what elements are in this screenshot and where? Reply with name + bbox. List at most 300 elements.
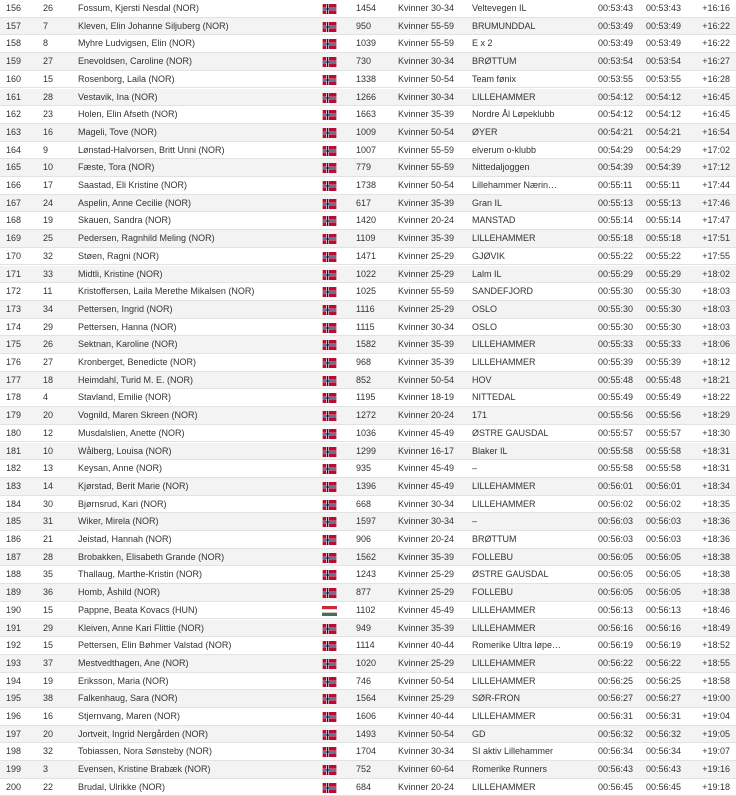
class-position-cell: 30: [43, 498, 54, 509]
category-cell: Kvinner 55-59: [398, 286, 455, 297]
club-cell: FOLLEBU: [472, 551, 514, 562]
table-row[interactable]: [0, 212, 736, 230]
category-cell: Kvinner 40-44: [398, 711, 455, 721]
table-row[interactable]: [0, 71, 736, 89]
table-row[interactable]: [0, 142, 736, 160]
table-row[interactable]: [0, 106, 736, 124]
category-cell: Kvinner 50-54: [398, 180, 455, 190]
athlete-name-link[interactable]: Musdalslien, Anette (NOR): [78, 427, 185, 438]
norway-flag-icon: [322, 588, 337, 598]
net-time-cell: 00:53:54: [646, 56, 682, 67]
athlete-name-link[interactable]: Wiker, Mirela (NOR): [78, 516, 159, 527]
category-cell: Kvinner 16-17: [398, 445, 455, 456]
athlete-name-link[interactable]: Brudal, Ulrikke (NOR): [78, 781, 166, 792]
athlete-name-link[interactable]: Støen, Ragni (NOR): [78, 250, 160, 261]
time-behind-cell: +16:28: [702, 73, 730, 84]
table-row[interactable]: [0, 35, 736, 53]
net-time-cell: 00:55:33: [646, 339, 682, 350]
category-cell: Kvinner 35-39: [398, 622, 455, 633]
table-row[interactable]: [0, 726, 736, 744]
class-position-cell: 27: [43, 357, 54, 367]
club-cell: FOLLEBU: [472, 587, 514, 598]
class-position-cell: 38: [43, 693, 54, 704]
category-cell: Kvinner 40-44: [398, 640, 455, 651]
table-row[interactable]: [0, 478, 736, 496]
net-time-cell: 00:56:16: [646, 622, 682, 633]
athlete-name-link[interactable]: Bjørnsrud, Kari (NOR): [78, 498, 167, 509]
table-row[interactable]: [0, 779, 736, 796]
club-cell: LILLEHAMMER: [472, 657, 536, 668]
class-position-cell: 11: [43, 286, 53, 297]
bib-number-cell: 617: [356, 197, 372, 208]
norway-flag-icon: [322, 39, 337, 49]
norway-flag-icon: [322, 270, 337, 280]
table-row[interactable]: [0, 584, 736, 602]
gun-time-cell: 00:55:30: [598, 321, 634, 332]
club-cell: Blaker IL: [472, 445, 508, 456]
net-time-cell: 00:56:31: [646, 711, 682, 721]
athlete-name-link[interactable]: Heimdahl, Turid M. E. (NOR): [78, 374, 194, 385]
table-row[interactable]: [0, 336, 736, 354]
time-behind-cell: +18:34: [702, 480, 730, 491]
bib-number-cell: 1597: [356, 516, 377, 527]
athlete-name-link[interactable]: Lønstad-Halvorsen, Britt Unni (NOR): [78, 144, 225, 155]
gun-time-cell: 00:53:54: [598, 56, 634, 67]
athlete-name-link[interactable]: Stjernvang, Maren (NOR): [78, 711, 181, 721]
gun-time-cell: 00:56:43: [598, 764, 634, 775]
norway-flag-icon: [322, 570, 337, 580]
net-time-cell: 00:55:30: [646, 303, 682, 314]
norway-flag-icon: [322, 199, 337, 209]
table-row[interactable]: [0, 266, 736, 284]
category-cell: Kvinner 25-29: [398, 303, 455, 314]
table-row[interactable]: [0, 301, 736, 319]
club-cell: Nordre Ål Løpeklubb: [472, 109, 555, 120]
class-position-cell: 28: [43, 551, 54, 562]
table-row[interactable]: [0, 389, 736, 407]
category-cell: Kvinner 50-54: [398, 374, 455, 385]
club-cell: LILLEHAMMER: [472, 91, 536, 102]
table-row[interactable]: [0, 531, 736, 549]
table-row[interactable]: [0, 637, 736, 655]
table-row[interactable]: [0, 708, 736, 726]
norway-flag-icon: [322, 535, 337, 545]
athlete-name-link[interactable]: Aspelin, Anne Cecilie (NOR): [78, 197, 192, 208]
position-cell: 193: [6, 657, 22, 668]
category-cell: Kvinner 45-49: [398, 463, 455, 474]
club-cell: SI aktiv Lillehammer: [472, 746, 554, 757]
table-row[interactable]: [0, 743, 736, 761]
athlete-name-link[interactable]: Wålberg, Louisa (NOR): [78, 445, 172, 456]
table-row[interactable]: [0, 53, 736, 71]
athlete-name-link[interactable]: Saastad, Eli Kristine (NOR): [78, 180, 188, 190]
club-cell: BRØTTUM: [472, 56, 517, 67]
position-cell: 174: [6, 321, 22, 332]
net-time-cell: 00:56:32: [646, 728, 682, 739]
norway-flag-icon: [322, 216, 337, 226]
category-cell: Kvinner 35-39: [398, 109, 455, 120]
norway-flag-icon: [322, 358, 337, 368]
club-cell: LILLEHAMMER: [472, 357, 536, 367]
net-time-cell: 00:55:58: [646, 463, 682, 474]
norway-flag-icon: [322, 163, 337, 173]
category-cell: Kvinner 35-39: [398, 551, 455, 562]
class-position-cell: 4: [43, 392, 49, 403]
table-row[interactable]: [0, 248, 736, 266]
position-cell: 189: [6, 587, 22, 598]
table-row[interactable]: [0, 177, 736, 195]
athlete-name-link[interactable]: Kleiven, Anne Kari Flittie (NOR): [78, 622, 205, 633]
gun-time-cell: 00:56:13: [598, 604, 634, 615]
club-cell: Veltevegen IL: [472, 3, 527, 13]
time-behind-cell: +18:12: [702, 357, 730, 367]
category-cell: Kvinner 25-29: [398, 569, 455, 580]
net-time-cell: 00:54:12: [646, 109, 682, 120]
table-row[interactable]: [0, 620, 736, 638]
club-cell: LILLEHAMMER: [472, 480, 536, 491]
norway-flag-icon: [322, 128, 337, 138]
club-cell: LILLEHAMMER: [472, 233, 536, 244]
gun-time-cell: 00:55:18: [598, 233, 634, 244]
time-behind-cell: +17:44: [702, 180, 730, 190]
athlete-name-link[interactable]: Kjørstad, Berit Marie (NOR): [78, 480, 189, 491]
class-position-cell: 15: [43, 604, 54, 615]
bib-number-cell: 1420: [356, 215, 377, 226]
bib-number-cell: 1663: [356, 109, 377, 120]
gun-time-cell: 00:56:02: [598, 498, 634, 509]
class-position-cell: 8: [43, 38, 49, 49]
table-row[interactable]: [0, 513, 736, 531]
gun-time-cell: 00:56:19: [598, 640, 634, 651]
table-row[interactable]: [0, 0, 736, 18]
category-cell: Kvinner 30-34: [398, 91, 455, 102]
table-row[interactable]: [0, 566, 736, 584]
net-time-cell: 00:55:22: [646, 250, 682, 261]
club-cell: MANSTAD: [472, 215, 516, 226]
athlete-name-link[interactable]: Pettersen, Elin Bøhmer Valstad (NOR): [78, 640, 232, 651]
position-cell: 156: [6, 3, 22, 13]
net-time-cell: 00:56:03: [646, 516, 682, 527]
athlete-name-link[interactable]: Fossum, Kjersti Nesdal (NOR): [78, 3, 200, 13]
net-time-cell: 00:55:39: [646, 357, 682, 367]
time-behind-cell: +18:55: [702, 657, 730, 668]
class-position-cell: 32: [43, 250, 54, 261]
table-row[interactable]: [0, 319, 736, 337]
athlete-name-link[interactable]: Homb, Åshild (NOR): [78, 587, 161, 598]
norway-flag-icon: [322, 93, 337, 103]
table-row[interactable]: [0, 460, 736, 478]
athlete-name-link[interactable]: Kronberget, Benedicte (NOR): [78, 357, 197, 367]
gun-time-cell: 00:55:14: [598, 215, 634, 226]
athlete-name-link[interactable]: Skauen, Sandra (NOR): [78, 215, 172, 226]
norway-flag-icon: [322, 712, 337, 722]
athlete-name-link[interactable]: Evensen, Kristine Brabæk (NOR): [78, 764, 211, 775]
bib-number-cell: 949: [356, 622, 372, 633]
gun-time-cell: 00:56:05: [598, 551, 634, 562]
table-row[interactable]: [0, 230, 736, 248]
class-position-cell: 16: [43, 711, 54, 721]
bib-number-cell: 1471: [356, 250, 377, 261]
class-position-cell: 15: [43, 640, 54, 651]
position-cell: 173: [6, 303, 22, 314]
position-cell: 191: [6, 622, 22, 633]
category-cell: Kvinner 55-59: [398, 162, 455, 173]
category-cell: Kvinner 30-34: [398, 321, 455, 332]
class-position-cell: 19: [43, 675, 54, 686]
athlete-name-link[interactable]: Pettersen, Ingrid (NOR): [78, 303, 173, 314]
gun-time-cell: 00:55:33: [598, 339, 634, 350]
position-cell: 171: [6, 268, 22, 279]
norway-flag-icon: [322, 464, 337, 474]
gun-time-cell: 00:55:30: [598, 303, 634, 314]
club-cell: NITTEDAL: [472, 392, 516, 403]
position-cell: 181: [6, 445, 22, 456]
time-behind-cell: +17:47: [702, 215, 730, 226]
athlete-name-link[interactable]: Pappne, Beata Kovacs (HUN): [78, 604, 198, 615]
table-row[interactable]: [0, 602, 736, 620]
bib-number-cell: 852: [356, 374, 372, 385]
norway-flag-icon: [322, 482, 337, 492]
gun-time-cell: 00:56:32: [598, 728, 634, 739]
bib-number-cell: 1025: [356, 286, 377, 297]
net-time-cell: 00:55:13: [646, 197, 682, 208]
athlete-name-link[interactable]: Mageli, Tove (NOR): [78, 126, 157, 137]
athlete-name-link[interactable]: Fæste, Tora (NOR): [78, 162, 155, 173]
athlete-name-link[interactable]: Rosenborg, Laila (NOR): [78, 73, 175, 84]
athlete-name-link[interactable]: Thallaug, Marthe-Kristin (NOR): [78, 569, 203, 580]
position-cell: 164: [6, 144, 22, 155]
position-cell: 190: [6, 604, 22, 615]
norway-flag-icon: [322, 747, 337, 757]
net-time-cell: 00:56:19: [646, 640, 682, 651]
norway-flag-icon: [322, 252, 337, 262]
norway-flag-icon: [322, 641, 337, 651]
table-row[interactable]: [0, 761, 736, 779]
time-behind-cell: +19:18: [702, 781, 730, 792]
table-row[interactable]: [0, 124, 736, 142]
club-cell: LILLEHAMMER: [472, 498, 536, 509]
table-row[interactable]: [0, 372, 736, 390]
position-cell: 159: [6, 56, 22, 67]
gun-time-cell: 00:56:01: [598, 480, 634, 491]
athlete-name-link[interactable]: Pedersen, Ragnhild Meling (NOR): [78, 233, 215, 244]
bib-number-cell: 1704: [356, 746, 377, 757]
time-behind-cell: +17:12: [702, 162, 730, 173]
category-cell: Kvinner 45-49: [398, 480, 455, 491]
bib-number-cell: 1738: [356, 180, 377, 190]
net-time-cell: 00:55:18: [646, 233, 682, 244]
time-behind-cell: +18:38: [702, 569, 730, 580]
category-cell: Kvinner 50-54: [398, 126, 455, 137]
bib-number-cell: 1102: [356, 604, 376, 615]
position-cell: 167: [6, 197, 22, 208]
athlete-name-link[interactable]: Vognild, Maren Skreen (NOR): [78, 410, 198, 421]
bib-number-cell: 1195: [356, 392, 376, 403]
bib-number-cell: 1109: [356, 233, 376, 244]
table-row[interactable]: [0, 159, 736, 177]
athlete-name-link[interactable]: Keysan, Anne (NOR): [78, 463, 163, 474]
bib-number-cell: 1243: [356, 569, 377, 580]
norway-flag-icon: [322, 677, 337, 687]
position-cell: 162: [6, 109, 22, 120]
athlete-name-link[interactable]: Myhre Ludvigsen, Elin (NOR): [78, 38, 196, 49]
net-time-cell: 00:53:49: [646, 38, 682, 49]
net-time-cell: 00:55:56: [646, 410, 682, 421]
time-behind-cell: +19:16: [702, 764, 730, 775]
table-row[interactable]: [0, 443, 736, 461]
class-position-cell: 35: [43, 569, 54, 580]
net-time-cell: 00:56:25: [646, 675, 682, 686]
table-row[interactable]: [0, 354, 736, 372]
table-row[interactable]: [0, 673, 736, 691]
category-cell: Kvinner 45-49: [398, 427, 455, 438]
norway-flag-icon: [322, 783, 337, 793]
category-cell: Kvinner 25-29: [398, 693, 455, 704]
table-row[interactable]: [0, 690, 736, 708]
net-time-cell: 00:55:14: [646, 215, 682, 226]
position-cell: 178: [6, 392, 22, 403]
club-cell: ØSTRE GAUSDAL: [472, 427, 549, 438]
table-row[interactable]: [0, 283, 736, 301]
table-row[interactable]: [0, 89, 736, 107]
class-position-cell: 19: [43, 215, 54, 226]
club-cell: LILLEHAMMER: [472, 339, 536, 350]
position-cell: 198: [6, 746, 22, 757]
table-row[interactable]: [0, 496, 736, 514]
position-cell: 200: [6, 781, 22, 792]
category-cell: Kvinner 30-34: [398, 56, 455, 67]
time-behind-cell: +18:52: [702, 640, 730, 651]
class-position-cell: 26: [43, 3, 54, 13]
category-cell: Kvinner 20-24: [398, 215, 455, 226]
gun-time-cell: 00:56:22: [598, 657, 634, 668]
table-row[interactable]: [0, 18, 736, 36]
class-position-cell: 18: [43, 374, 54, 385]
club-cell: Nittedaljoggen: [472, 162, 530, 173]
net-time-cell: 00:56:05: [646, 569, 682, 580]
norway-flag-icon: [322, 4, 337, 14]
position-cell: 185: [6, 516, 22, 527]
club-cell: GD: [472, 728, 486, 739]
club-cell: 171: [472, 410, 488, 421]
class-position-cell: 31: [43, 516, 54, 527]
athlete-name-link[interactable]: Kleven, Elin Johanne Siljuberg (NOR): [78, 20, 229, 31]
class-position-cell: 7: [43, 20, 49, 31]
bib-number-cell: 1036: [356, 427, 377, 438]
club-cell: LILLEHAMMER: [472, 622, 536, 633]
table-row[interactable]: [0, 549, 736, 567]
athlete-name-link[interactable]: Tobiassen, Nora Sønsteby (NOR): [78, 746, 213, 757]
time-behind-cell: +16:27: [702, 56, 730, 67]
net-time-cell: 00:55:58: [646, 445, 682, 456]
athlete-name-link[interactable]: Stavland, Emilie (NOR): [78, 392, 172, 403]
time-behind-cell: +18:46: [702, 604, 730, 615]
position-cell: 196: [6, 711, 22, 721]
class-position-cell: 27: [43, 56, 54, 67]
class-position-cell: 29: [43, 622, 54, 633]
position-cell: 160: [6, 73, 22, 84]
athlete-name-link[interactable]: Kristoffersen, Laila Merethe Mikalsen (NOR): [78, 286, 255, 297]
athlete-name-link[interactable]: Brobakken, Elisabeth Grande (NOR): [78, 551, 225, 562]
time-behind-cell: +17:46: [702, 197, 730, 208]
class-position-cell: 12: [43, 427, 54, 438]
position-cell: 163: [6, 126, 22, 137]
time-behind-cell: +17:51: [702, 233, 730, 244]
time-behind-cell: +18:36: [702, 516, 730, 527]
norway-flag-icon: [322, 181, 337, 191]
position-cell: 194: [6, 675, 22, 686]
bib-number-cell: 968: [356, 357, 372, 367]
time-behind-cell: +16:54: [702, 126, 730, 137]
athlete-name-link[interactable]: Jeistad, Hannah (NOR): [78, 534, 172, 544]
category-cell: Kvinner 25-29: [398, 250, 455, 261]
class-position-cell: 37: [43, 657, 54, 668]
gun-time-cell: 00:53:49: [598, 38, 634, 49]
bib-number-cell: 752: [356, 764, 372, 775]
norway-flag-icon: [322, 411, 337, 421]
table-row[interactable]: [0, 407, 736, 425]
table-row[interactable]: [0, 425, 736, 443]
norway-flag-icon: [322, 376, 337, 386]
club-cell: Gran IL: [472, 197, 503, 208]
table-row[interactable]: [0, 195, 736, 213]
gun-time-cell: 00:55:57: [598, 427, 634, 438]
gun-time-cell: 00:55:56: [598, 410, 634, 421]
position-cell: 197: [6, 728, 22, 739]
table-row[interactable]: [0, 655, 736, 673]
class-position-cell: 13: [43, 463, 54, 474]
net-time-cell: 00:56:01: [646, 480, 682, 491]
norway-flag-icon: [322, 22, 337, 32]
category-cell: Kvinner 30-34: [398, 746, 455, 757]
bib-number-cell: 1582: [356, 339, 377, 350]
bib-number-cell: 1564: [356, 693, 377, 704]
athlete-name-link[interactable]: Jortveit, Ingrid Nergården (NOR): [78, 728, 209, 739]
time-behind-cell: +18:03: [702, 321, 730, 332]
athlete-name-link[interactable]: Holen, Elin Afseth (NOR): [78, 109, 178, 120]
athlete-name-link[interactable]: Vestavik, Ina (NOR): [78, 91, 158, 102]
norway-flag-icon: [322, 429, 337, 439]
athlete-name-link[interactable]: Midtli, Kristine (NOR): [78, 268, 163, 279]
norway-flag-icon: [322, 234, 337, 244]
bib-number-cell: 668: [356, 498, 372, 509]
gun-time-cell: 00:56:25: [598, 675, 634, 686]
position-cell: 188: [6, 569, 22, 580]
bib-number-cell: 906: [356, 534, 372, 544]
bib-number-cell: 935: [356, 463, 372, 474]
time-behind-cell: +18:49: [702, 622, 730, 633]
athlete-name-link[interactable]: Mestvedthagen, Ane (NOR): [78, 657, 189, 668]
club-cell: OSLO: [472, 321, 498, 332]
category-cell: Kvinner 20-24: [398, 534, 455, 544]
gun-time-cell: 00:55:13: [598, 197, 634, 208]
gun-time-cell: 00:53:43: [598, 3, 634, 13]
athlete-name-link[interactable]: Sektnan, Karoline (NOR): [78, 339, 178, 350]
net-time-cell: 00:55:49: [646, 392, 682, 403]
time-behind-cell: +16:45: [702, 91, 730, 102]
athlete-name-link[interactable]: Pettersen, Hanna (NOR): [78, 321, 177, 332]
category-cell: Kvinner 45-49: [398, 604, 455, 615]
athlete-name-link[interactable]: Eriksson, Maria (NOR): [78, 675, 169, 686]
norway-flag-icon: [322, 517, 337, 527]
athlete-name-link[interactable]: Enevoldsen, Caroline (NOR): [78, 56, 193, 67]
club-cell: Romerike Runners: [472, 764, 548, 775]
athlete-name-link[interactable]: Falkenhaug, Sara (NOR): [78, 693, 178, 704]
time-behind-cell: +18:38: [702, 551, 730, 562]
norway-flag-icon: [322, 624, 337, 634]
time-behind-cell: +19:04: [702, 711, 730, 721]
norway-flag-icon: [322, 694, 337, 704]
